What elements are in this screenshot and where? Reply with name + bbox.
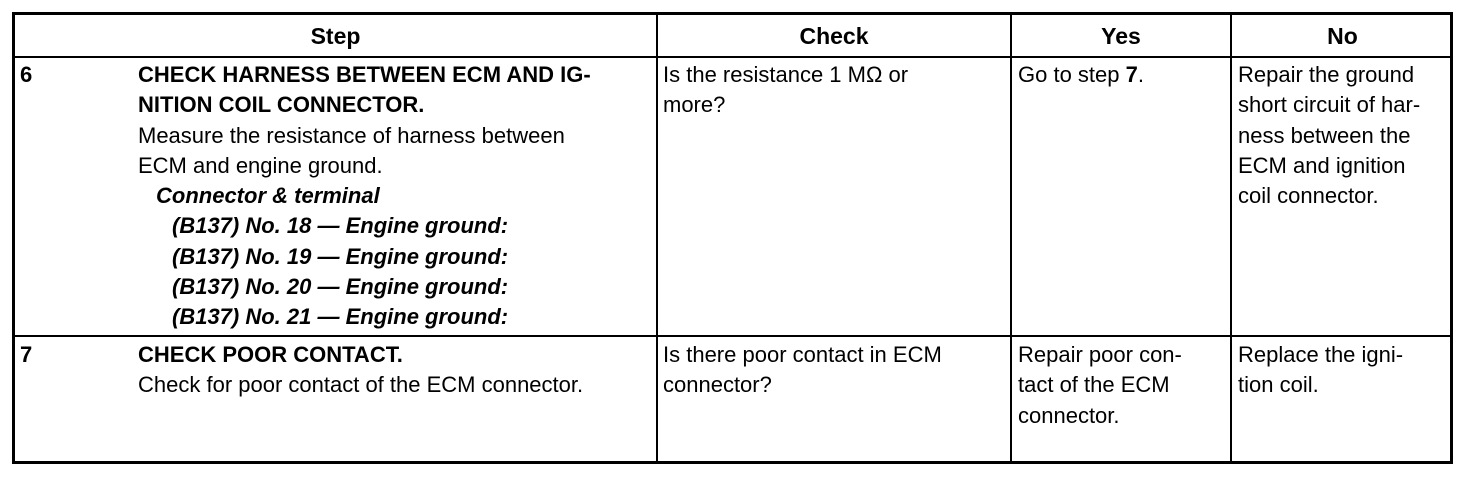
step-number: 7 <box>20 342 33 367</box>
terminal-spec: (B137) No. 20 — Engine ground: <box>172 274 509 300</box>
no-line: ness between the <box>1238 122 1411 148</box>
yes-text: Go to step <box>1018 62 1126 87</box>
column-divider-yes <box>1010 15 1012 461</box>
header-no: No <box>1327 22 1358 49</box>
check-line: more? <box>663 92 726 118</box>
no-action <box>1238 60 1420 211</box>
header-step: Step <box>310 22 361 49</box>
row-divider <box>15 335 1450 337</box>
check-line: Is the resistance 1 MΩ or <box>663 62 909 87</box>
step-instruction: Check for poor contact of the ECM connector. <box>138 372 584 398</box>
column-divider-check <box>656 15 658 461</box>
check-line: connector? <box>663 372 772 398</box>
yes-step-ref: 7 <box>1125 62 1138 87</box>
terminal-spec: (B137) No. 21 — Engine ground: <box>172 304 509 330</box>
header-yes: Yes <box>1101 22 1141 49</box>
no-line: ECM and ignition <box>1238 152 1406 178</box>
no-line: Repair the ground <box>1238 62 1415 87</box>
diagnostic-table <box>12 12 1453 464</box>
yes-line: connector. <box>1018 402 1120 428</box>
yes-action <box>1018 340 1182 431</box>
terminal-spec: (B137) No. 19 — Engine ground: <box>172 243 509 269</box>
step-title-continued: NITION COIL CONNECTOR. <box>138 92 425 118</box>
header-check: Check <box>799 22 869 49</box>
check-question <box>663 60 908 121</box>
column-divider-no <box>1230 15 1232 461</box>
check-question <box>663 340 942 401</box>
no-line: Replace the igni- <box>1238 342 1404 367</box>
step-instruction-continued: ECM and engine ground. <box>138 152 383 178</box>
step-title: CHECK POOR CONTACT. <box>138 342 403 367</box>
connector-terminal-heading: Connector & terminal <box>156 183 380 209</box>
no-line: coil connector. <box>1238 183 1379 209</box>
terminal-spec: (B137) No. 18 — Engine ground: <box>172 213 509 239</box>
no-line: short circuit of har- <box>1238 92 1421 118</box>
yes-action <box>1018 60 1144 90</box>
step-instruction: Measure the resistance of harness between <box>138 122 565 148</box>
check-line: Is there poor contact in ECM <box>663 342 942 367</box>
step-description <box>138 60 591 333</box>
yes-line: tact of the ECM <box>1018 372 1170 398</box>
step-number: 6 <box>20 62 33 87</box>
step-title: CHECK HARNESS BETWEEN ECM AND IG- <box>138 62 591 87</box>
no-line: tion coil. <box>1238 372 1319 398</box>
step-description <box>138 340 583 401</box>
yes-line: Repair poor con- <box>1018 342 1182 367</box>
no-action <box>1238 340 1403 401</box>
yes-text-end: . <box>1137 62 1144 87</box>
